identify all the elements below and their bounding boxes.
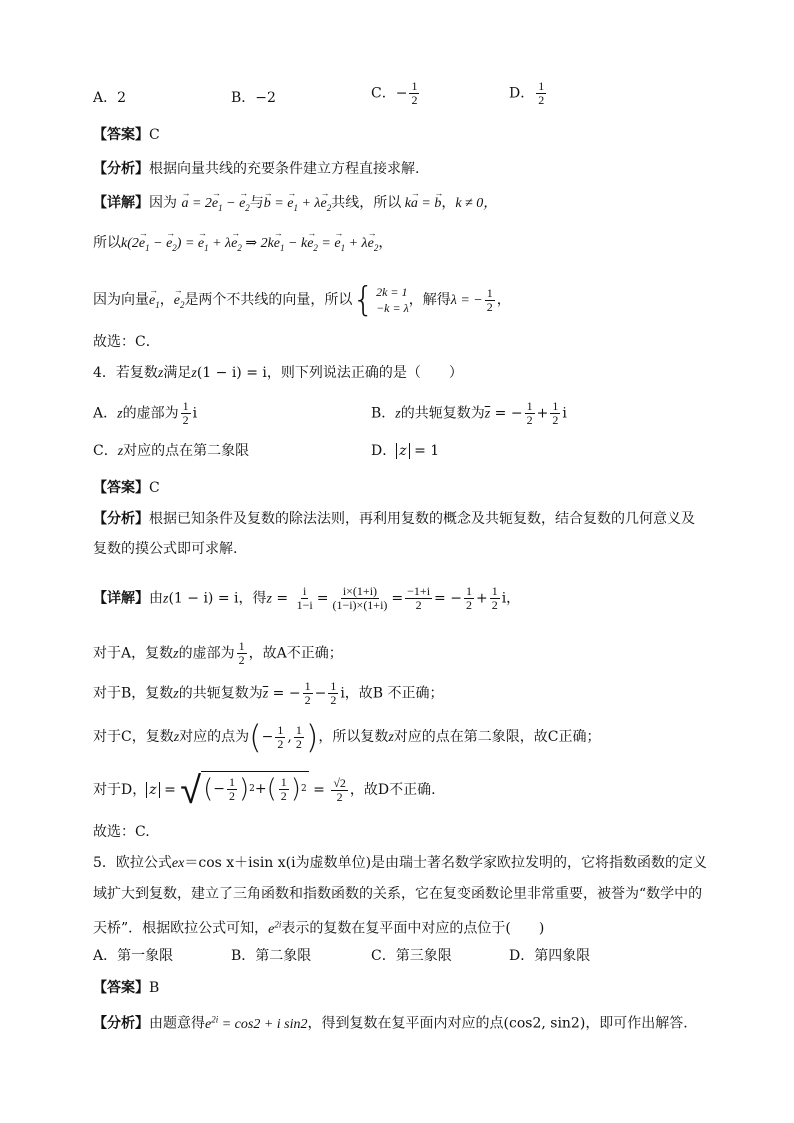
q5-stem-line3: 天桥”．根据欧拉公式可知，$e^{2i}$表示的复数在复平面中对应的点位于( ) <box>93 919 545 937</box>
q3-option-a: A．2 <box>93 90 127 106</box>
q3-detail-line2: 所以$k(2\to e_1$ − → $e_2$) = → $e_1 + \lambda\to e_2$ ⇒ $2k\to e_1 - k\to e_2$ = → $e_1 + \lambda\to e_2$， <box>93 233 392 258</box>
q5-option-d: D．第四象限 <box>509 948 591 964</box>
q5-option-a: A．第一象限 <box>93 948 174 964</box>
q3-answer <box>93 125 160 145</box>
q5-option-b: B．第二象限 <box>231 948 312 964</box>
q4-analysis-line1: 【分析】根据已知条件及复数的除法法则，再利用复数的概念及共轭复数，结合复数的几何意义及 <box>93 511 695 527</box>
vector-equation: → $a = 2\to e_1$ − → $e_2$ <box>181 196 249 211</box>
q4-option-b: B．z的共轭复数为$\overline{z}$ = − $\frac{1}{2}$ + $\frac{1}{2}$ i <box>371 399 567 427</box>
q5-stem-line2: 域扩大到复数，建立了三角函数和指数函数的关系，它在复变函数论里非常重要，被誉为“数学中的 <box>93 886 703 902</box>
q3-conclusion: 故选：C． <box>93 334 160 350</box>
equation-system: { 2k = 1 −k = λ <box>352 280 409 320</box>
q3-analysis <box>93 159 419 179</box>
analysis-tag: 【分析】 <box>93 161 149 177</box>
answer-value: C <box>149 127 160 143</box>
q4-option-c: C．z对应的点在第二象限 <box>93 443 250 459</box>
q4-stem: 4．若复数z满足z(1 − i) = i，则下列说法正确的是（ ） <box>93 365 463 381</box>
q4-for-c: 对于C，复数z对应的点为(− $\frac{1}{2}$ , $\frac{1}{2}$ )，所以复数z对应的点在第二象限，故C正确； <box>93 718 601 756</box>
q5-answer: 【答案】B <box>93 980 160 996</box>
detail-tag: 【详解】 <box>93 195 149 211</box>
fraction: $\frac{1}{2}$ <box>411 79 418 107</box>
q4-analysis-line2: 复数的摸公式即可求解. <box>93 541 238 557</box>
q3-detail-line3: 因为向量→ $e_1$，→ $e_2$是两个不共线的向量，所以 { 2k = 1 −k = λ ，解得λ = − $\frac{1}{2}$ ， <box>93 283 511 317</box>
q3-option-b: B．−2 <box>231 90 276 106</box>
q4-conclusion: 故选：C. <box>93 824 150 840</box>
q5-analysis: 【分析】由题意得$e^{2i} = \cos 2 + i$ sin2，得到复数在复平面内对应的点(cos2, sin2)，即可作出解答. <box>93 1014 688 1032</box>
q5-option-c: C．第三象限 <box>371 948 452 964</box>
q4-for-b: 对于B，复数z的共轭复数为$\overline{z}$ = − $\frac{1}{2}$ − $\frac{1}{2}$ i，故B 不正确； <box>93 679 444 707</box>
q3-detail-line1: 【详解】因为 → $a = 2\to e_1$ − → $e_2$与→ b = → $e_1 + \lambda\to e_2$共线，所以 k→ a = → b，k ≠ 0， <box>93 193 497 218</box>
q4-option-a: A．z的虚部为 $\frac{1}{2}$ i <box>93 399 198 427</box>
analysis-text: 根据向量共线的充要条件建立方程直接求解. <box>149 161 420 177</box>
q4-detail: 【详解】由z(1 − i) = i，得z = $\frac{i}{1-i}$ = $\frac{i\times(1+i)}{(1-i)\times(1+i)}$ = $\frac{-1+i}{2}$ = − $\frac{1}{2}$ + $\frac{1}{2}$ i， <box>93 584 521 612</box>
q5-stem-line1: 5．欧拉公式ex＝cos x＋isin x(i为虚数单位)是由瑞士著名数学家欧拉发明的，它将指数函数的定义 <box>93 855 708 871</box>
q4-answer: 【答案】C <box>93 480 160 496</box>
q4-for-a: 对于A，复数z的虚部为 $\frac{1}{2}$ ，故A不正确； <box>93 639 343 667</box>
fraction: $\frac{1}{2}$ <box>538 79 545 107</box>
q3-option-d-label: D． <box>509 85 535 102</box>
q3-option-c <box>371 80 421 107</box>
answer-tag: 【答案】 <box>93 127 149 143</box>
q4-for-d: 对于D， z = √ ( − $\frac{1}{2}$ ) 2 + ( $\frac{1}{2}$ ) 2 = $\frac{√2}{2}$ ，故D不正确. <box>93 768 436 812</box>
q3-option-c-label: C．− <box>371 85 408 102</box>
q4-option-d: D． z = 1 <box>371 443 440 459</box>
vector-derivation: $k(2\to e_1$ − → $e_2$) = → $e_1 + \lambda\to e_2$ ⇒ $2k\to e_1 - k\to e_2$ = → $e_1 + \lambda\to e_2$ <box>121 236 378 251</box>
q3-option-d <box>509 80 548 107</box>
fraction: $\frac{1}{2}$ <box>486 285 493 314</box>
